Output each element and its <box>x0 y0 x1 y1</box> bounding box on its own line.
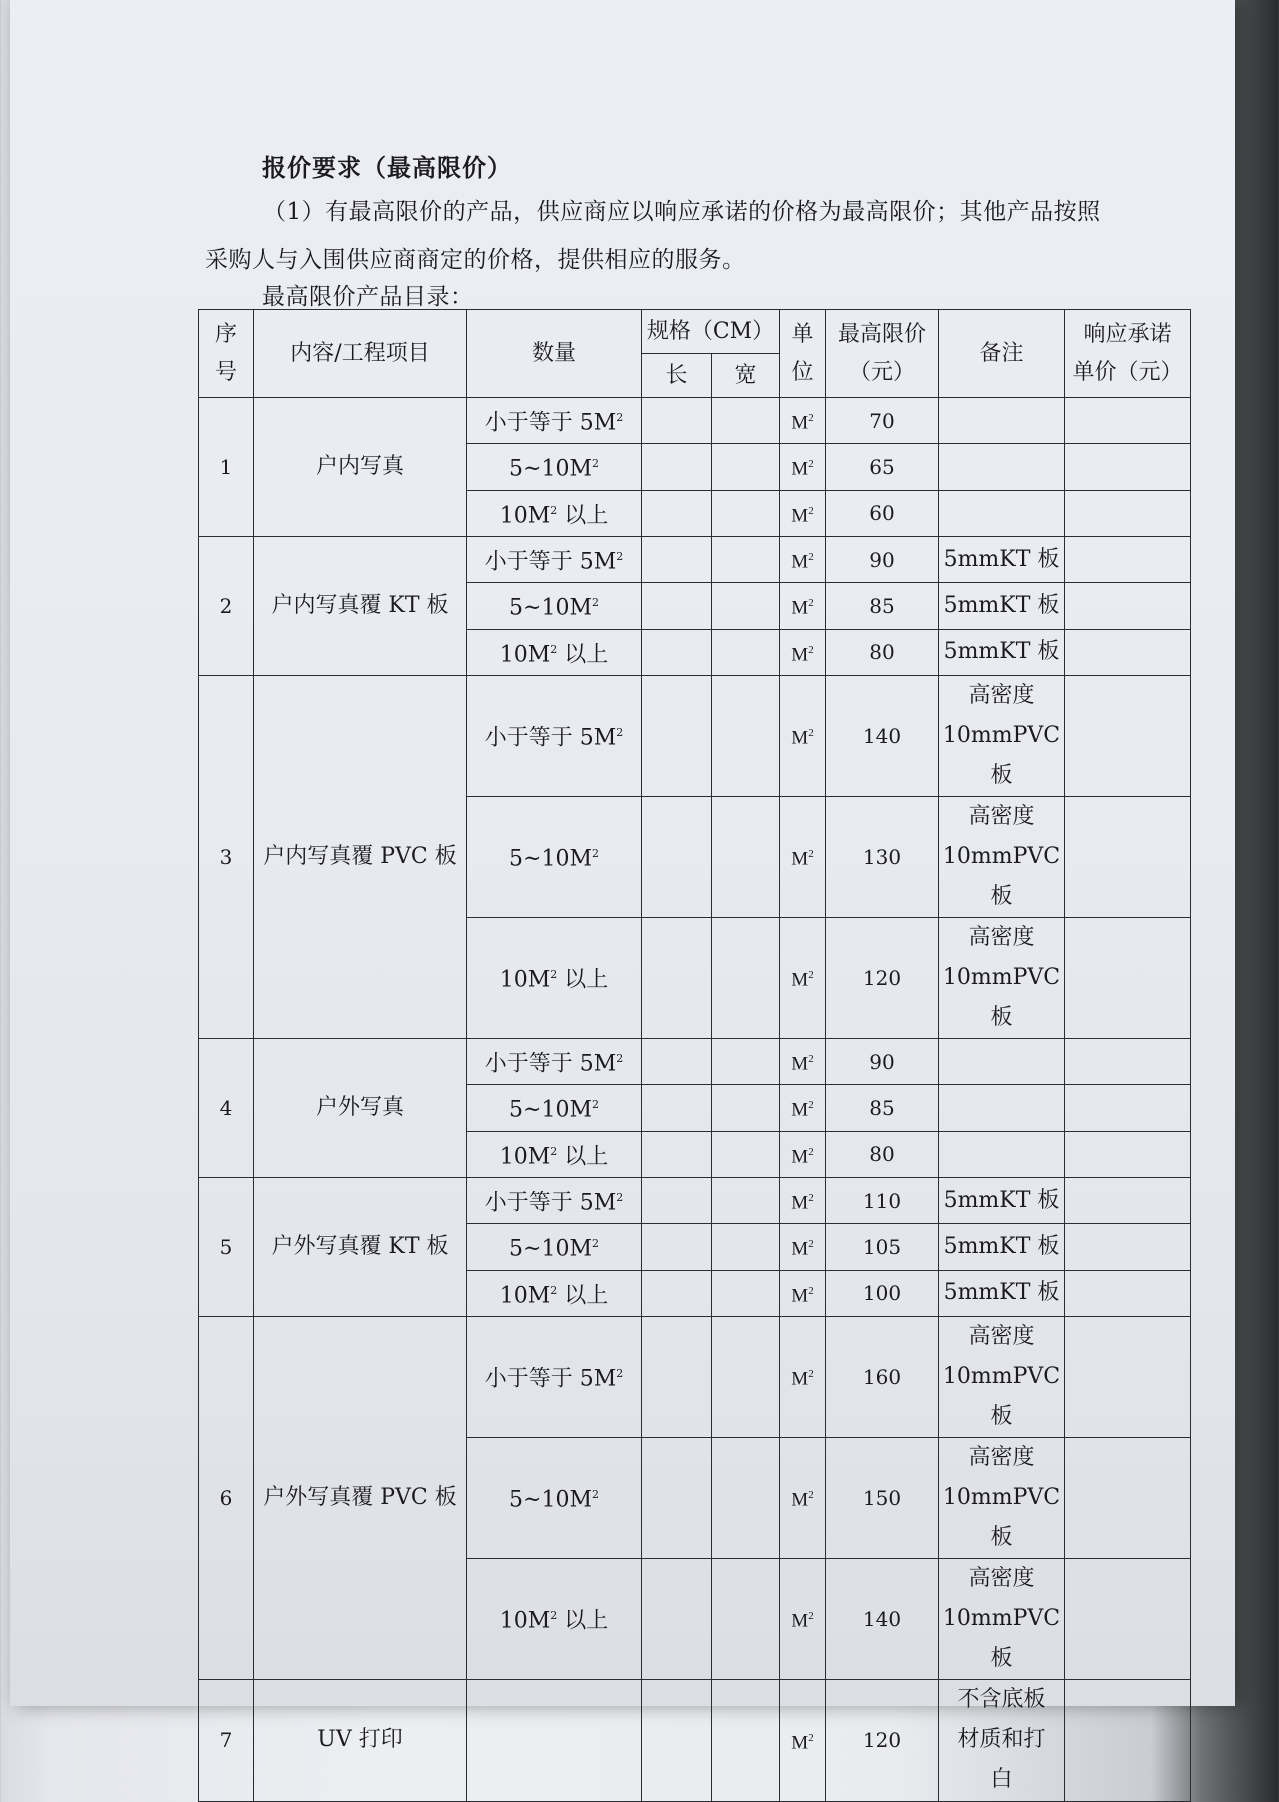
width-cell <box>712 1177 780 1223</box>
length-cell <box>642 917 712 1038</box>
price-cell: 85 <box>826 583 939 629</box>
remark-cell: 高密度 10mmPVC 板 <box>939 1316 1065 1437</box>
unit-cell: $M^2$ <box>780 1224 826 1270</box>
response-cell <box>1065 1131 1191 1177</box>
response-cell <box>1065 1177 1191 1223</box>
quantity-cell: $5\sim 10M^2$ <box>467 444 642 490</box>
response-cell <box>1065 1270 1191 1316</box>
header-response-price: 响应承诺 单价（元） <box>1065 310 1191 398</box>
seq-cell: 3 <box>199 675 254 1038</box>
quantity-cell: $5\sim 10M^2$ <box>467 1437 642 1558</box>
item-cell: UV 打印 <box>254 1679 467 1801</box>
response-cell <box>1065 1558 1191 1679</box>
item-cell: 户外写真 <box>254 1038 467 1177</box>
unit-cell: $M^2$ <box>780 1316 826 1437</box>
table-row <box>199 675 1191 796</box>
width-cell <box>712 1437 780 1558</box>
item-cell: 户外写真覆 PVC 板 <box>254 1316 467 1679</box>
seq-cell: 1 <box>199 398 254 537</box>
price-cell: 65 <box>826 444 939 490</box>
price-cell: 140 <box>826 675 939 796</box>
length-cell <box>642 1437 712 1558</box>
item-cell: 户外写真覆 KT 板 <box>254 1177 467 1316</box>
length-cell <box>642 1177 712 1223</box>
response-cell <box>1065 583 1191 629</box>
unit-cell: $M^2$ <box>780 1558 826 1679</box>
response-cell <box>1065 490 1191 536</box>
price-cell: 150 <box>826 1437 939 1558</box>
intro-paragraph: （1）有最高限价的产品，供应商应以响应承诺的价格为最高限价；其他产品按照采购人与入围供应商商定的价格，提供相应的服务。 <box>205 199 1101 273</box>
length-cell <box>642 796 712 917</box>
price-cell: 90 <box>826 536 939 582</box>
table-row <box>199 1038 1191 1084</box>
response-cell <box>1065 444 1191 490</box>
remark-cell <box>939 398 1065 444</box>
width-cell <box>712 1224 780 1270</box>
remark-cell: 5mmKT 板 <box>939 583 1065 629</box>
price-table <box>198 309 1191 1802</box>
response-cell <box>1065 1224 1191 1270</box>
page-heading: 报价要求（最高限价） <box>262 153 512 182</box>
table-row <box>199 1177 1191 1223</box>
header-content: 内容/工程项目 <box>254 310 467 398</box>
remark-cell <box>939 1085 1065 1131</box>
quantity-cell: $10M^2$ 以上 <box>467 1270 642 1316</box>
remark-cell: 高密度 10mmPVC 板 <box>939 1558 1065 1679</box>
remark-cell: 不含底板 材质和打 白 <box>939 1679 1065 1801</box>
width-cell <box>712 796 780 917</box>
remark-cell <box>939 444 1065 490</box>
quantity-cell: $5\sim 10M^2$ <box>467 1224 642 1270</box>
width-cell <box>712 1131 780 1177</box>
item-cell: 户内写真覆 KT 板 <box>254 536 467 675</box>
remark-cell <box>939 490 1065 536</box>
header-seq: 序 号 <box>199 310 254 398</box>
header-remark: 备注 <box>939 310 1065 398</box>
header-spec: 规格（CM） <box>642 310 780 354</box>
price-cell: 85 <box>826 1085 939 1131</box>
length-cell <box>642 1316 712 1437</box>
unit-cell: $M^2$ <box>780 917 826 1038</box>
unit-cell: $M^2$ <box>780 1437 826 1558</box>
width-cell <box>712 1085 780 1131</box>
price-cell: 140 <box>826 1558 939 1679</box>
unit-cell: $M^2$ <box>780 629 826 675</box>
unit-cell: $M^2$ <box>780 490 826 536</box>
header-unit: 单 位 <box>780 310 826 398</box>
unit-cell: $M^2$ <box>780 536 826 582</box>
length-cell <box>642 1270 712 1316</box>
unit-cell: $M^2$ <box>780 1679 826 1801</box>
width-cell <box>712 1270 780 1316</box>
width-cell <box>712 536 780 582</box>
price-cell: 70 <box>826 398 939 444</box>
response-cell <box>1065 1679 1191 1801</box>
remark-cell <box>939 1131 1065 1177</box>
item-cell: 户内写真 <box>254 398 467 537</box>
quantity-cell: $5\sim 10M^2$ <box>467 583 642 629</box>
length-cell <box>642 1224 712 1270</box>
price-cell: 60 <box>826 490 939 536</box>
table-row <box>199 1316 1191 1437</box>
response-cell <box>1065 398 1191 444</box>
quantity-cell: $10M^2$ 以上 <box>467 629 642 675</box>
width-cell <box>712 1679 780 1801</box>
quantity-cell: 小于等于 $5M^2$ <box>467 536 642 582</box>
price-cell: 160 <box>826 1316 939 1437</box>
table-header-row <box>199 310 1191 354</box>
width-cell <box>712 1038 780 1084</box>
width-cell <box>712 444 780 490</box>
quantity-cell: 小于等于 $5M^2$ <box>467 1038 642 1084</box>
unit-cell: $M^2$ <box>780 796 826 917</box>
quantity-cell: $5\sim 10M^2$ <box>467 796 642 917</box>
quantity-cell: $10M^2$ 以上 <box>467 490 642 536</box>
price-cell: 100 <box>826 1270 939 1316</box>
seq-cell: 7 <box>199 1679 254 1801</box>
table-row <box>199 536 1191 582</box>
response-cell <box>1065 1437 1191 1558</box>
quantity-cell <box>467 1679 642 1801</box>
remark-cell: 高密度 10mmPVC 板 <box>939 675 1065 796</box>
response-cell <box>1065 675 1191 796</box>
unit-cell: $M^2$ <box>780 583 826 629</box>
price-cell: 80 <box>826 1131 939 1177</box>
seq-cell: 4 <box>199 1038 254 1177</box>
response-cell <box>1065 629 1191 675</box>
response-cell <box>1065 1316 1191 1437</box>
header-spec-length: 长 <box>642 354 712 398</box>
response-cell <box>1065 1085 1191 1131</box>
unit-cell: $M^2$ <box>780 444 826 490</box>
unit-cell: $M^2$ <box>780 1131 826 1177</box>
length-cell <box>642 1131 712 1177</box>
remark-cell: 5mmKT 板 <box>939 536 1065 582</box>
length-cell <box>642 1558 712 1679</box>
quantity-cell: 小于等于 $5M^2$ <box>467 1177 642 1223</box>
width-cell <box>712 490 780 536</box>
quantity-cell: 小于等于 $5M^2$ <box>467 675 642 796</box>
quantity-cell: $10M^2$ 以上 <box>467 1131 642 1177</box>
remark-cell: 5mmKT 板 <box>939 629 1065 675</box>
table-row <box>199 398 1191 444</box>
unit-cell: $M^2$ <box>780 1177 826 1223</box>
length-cell <box>642 583 712 629</box>
length-cell <box>642 1085 712 1131</box>
remark-cell: 高密度 10mmPVC 板 <box>939 796 1065 917</box>
unit-cell: $M^2$ <box>780 1085 826 1131</box>
response-cell <box>1065 536 1191 582</box>
length-cell <box>642 490 712 536</box>
width-cell <box>712 583 780 629</box>
width-cell <box>712 1316 780 1437</box>
remark-cell: 高密度 10mmPVC 板 <box>939 917 1065 1038</box>
price-cell: 130 <box>826 796 939 917</box>
unit-cell: $M^2$ <box>780 398 826 444</box>
width-cell <box>712 917 780 1038</box>
length-cell <box>642 629 712 675</box>
remark-cell: 5mmKT 板 <box>939 1224 1065 1270</box>
price-cell: 110 <box>826 1177 939 1223</box>
response-cell <box>1065 917 1191 1038</box>
seq-cell: 5 <box>199 1177 254 1316</box>
width-cell <box>712 398 780 444</box>
length-cell <box>642 444 712 490</box>
length-cell <box>642 398 712 444</box>
price-cell: 120 <box>826 917 939 1038</box>
table-row <box>199 1679 1191 1801</box>
header-quantity: 数量 <box>467 310 642 398</box>
price-cell: 105 <box>826 1224 939 1270</box>
response-cell <box>1065 1038 1191 1084</box>
remark-cell: 5mmKT 板 <box>939 1270 1065 1316</box>
price-cell: 90 <box>826 1038 939 1084</box>
price-cell: 120 <box>826 1679 939 1801</box>
quantity-cell: $10M^2$ 以上 <box>467 917 642 1038</box>
length-cell <box>642 1679 712 1801</box>
seq-cell: 2 <box>199 536 254 675</box>
unit-cell: $M^2$ <box>780 675 826 796</box>
remark-cell: 5mmKT 板 <box>939 1177 1065 1223</box>
length-cell <box>642 1038 712 1084</box>
length-cell <box>642 536 712 582</box>
item-cell: 户内写真覆 PVC 板 <box>254 675 467 1038</box>
quantity-cell: 小于等于 $5M^2$ <box>467 1316 642 1437</box>
remark-cell <box>939 1038 1065 1084</box>
catalog-title: 最高限价产品目录： <box>262 284 474 310</box>
response-cell <box>1065 796 1191 917</box>
header-max-price: 最高限价 （元） <box>826 310 939 398</box>
unit-cell: $M^2$ <box>780 1270 826 1316</box>
width-cell <box>712 629 780 675</box>
width-cell <box>712 1558 780 1679</box>
header-spec-width: 宽 <box>712 354 780 398</box>
remark-cell: 高密度 10mmPVC 板 <box>939 1437 1065 1558</box>
unit-cell: $M^2$ <box>780 1038 826 1084</box>
width-cell <box>712 675 780 796</box>
price-cell: 80 <box>826 629 939 675</box>
quantity-cell: 小于等于 $5M^2$ <box>467 398 642 444</box>
seq-cell: 6 <box>199 1316 254 1679</box>
quantity-cell: $10M^2$ 以上 <box>467 1558 642 1679</box>
length-cell <box>642 675 712 796</box>
quantity-cell: $5\sim 10M^2$ <box>467 1085 642 1131</box>
